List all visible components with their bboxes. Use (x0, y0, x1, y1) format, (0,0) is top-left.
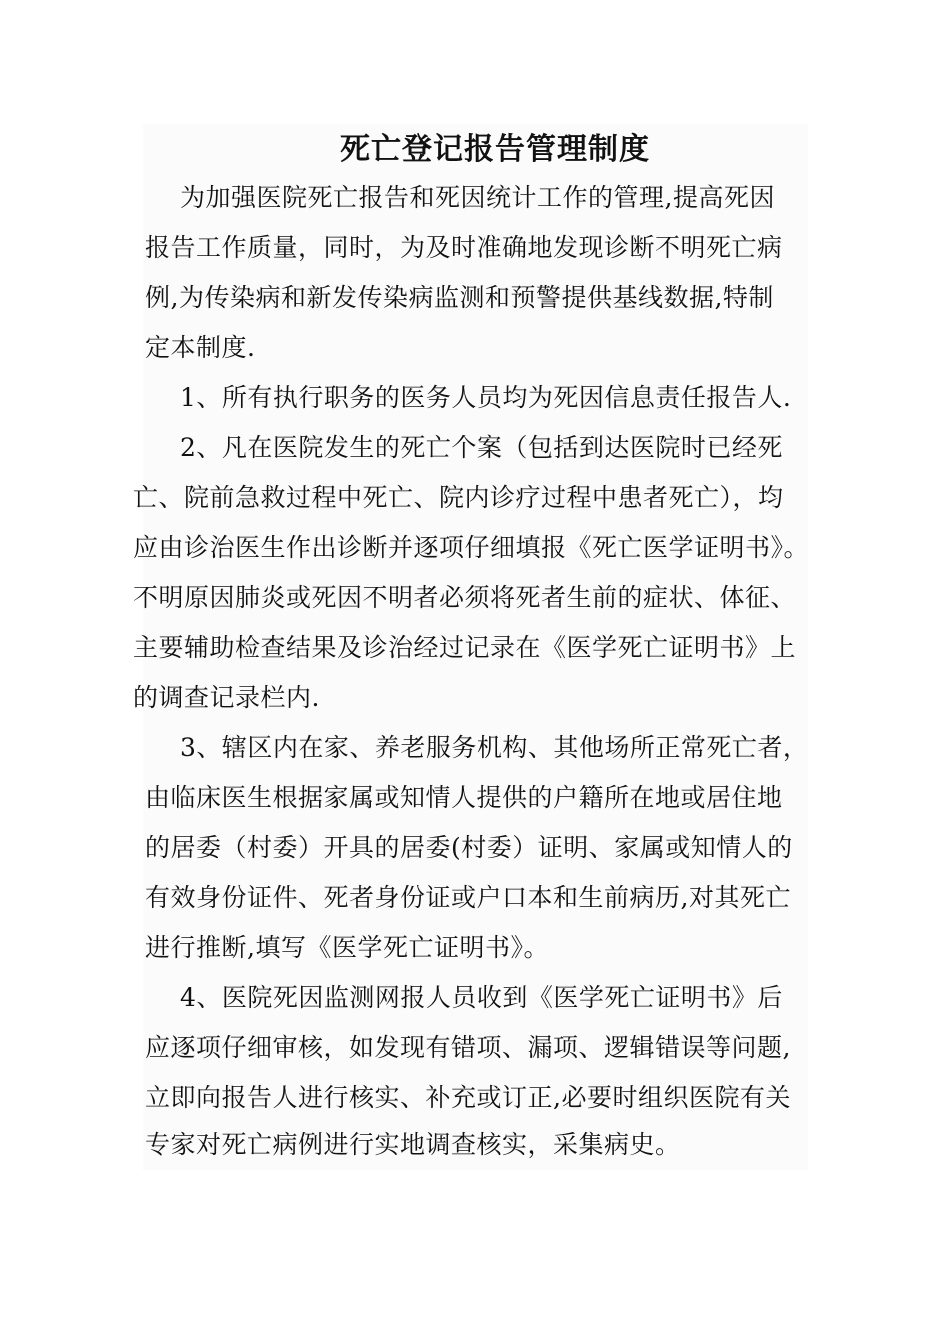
item2-line-3: 应由诊治医生作出诊断并逐项仔细填报《死亡医学证明书》。 (133, 533, 810, 562)
item3-line-3: 的居委（村委）开具的居委(村委）证明、家属或知情人的 (145, 833, 793, 862)
intro-line-1: 为加强医院死亡报告和死因统计工作的管理,提高死因 (180, 183, 775, 212)
item3-line-4: 有效身份证件、死者身份证或户口本和生前病历,对其死亡 (145, 883, 791, 912)
item2-line-1: 2、凡在医院发生的死亡个案（包括到达医院时已经死 (180, 433, 783, 462)
item4-line-1: 4、医院死因监测网报人员收到《医学死亡证明书》后 (180, 983, 783, 1012)
intro-line-4: 定本制度. (145, 333, 256, 362)
item3-line-5: 进行推断,填写《医学死亡证明书》。 (145, 933, 549, 962)
item3-line-2: 由临床医生根据家属或知情人提供的户籍所在地或居住地 (145, 783, 783, 812)
item4-line-2: 应逐项仔细审核，如发现有错项、漏项、逻辑错误等问题, (145, 1033, 791, 1062)
document-title: 死亡登记报告管理制度 (340, 132, 650, 167)
item4-line-4: 专家对死亡病例进行实地调查核实，采集病史。 (145, 1130, 681, 1159)
intro-line-2: 报告工作质量，同时，为及时准确地发现诊断不明死亡病 (145, 233, 783, 262)
intro-line-3: 例,为传染病和新发传染病监测和预警提供基线数据,特制 (145, 283, 774, 312)
item2-line-5: 主要辅助检查结果及诊治经过记录在《医学死亡证明书》上 (133, 633, 797, 662)
item2-line-6: 的调查记录栏内. (133, 683, 320, 712)
item2-line-4: 不明原因肺炎或死因不明者必须将死者生前的症状、体征、 (133, 583, 797, 612)
item1-line-1: 1、所有执行职务的医务人员均为死因信息责任报告人. (180, 383, 792, 412)
item3-line-1: 3、辖区内在家、养老服务机构、其他场所正常死亡者， (180, 733, 809, 762)
item2-line-2: 亡、院前急救过程中死亡、院内诊疗过程中患者死亡），均 (133, 483, 784, 512)
item4-line-3: 立即向报告人进行核实、补充或订正,必要时组织医院有关 (145, 1083, 791, 1112)
